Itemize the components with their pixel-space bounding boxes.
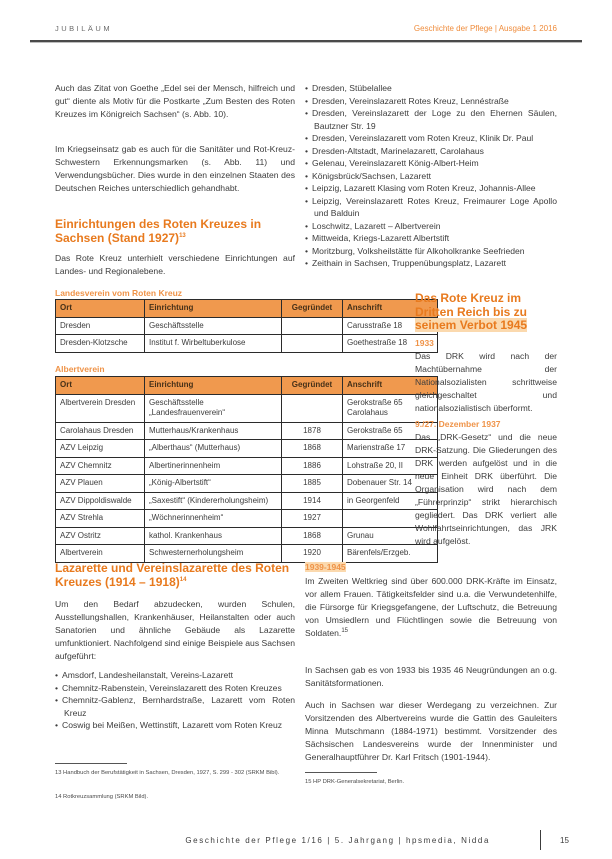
- footer-page-number: 15: [560, 836, 569, 845]
- table-cell: 1920: [282, 545, 343, 563]
- table-cell: 1868: [282, 440, 343, 458]
- list-item: • Mittweida, Kriegs-Lazarett Albertstift: [305, 232, 557, 245]
- table-cell: Institut f. Wirbeltuberkulose: [145, 335, 282, 353]
- table-cell: Schwesternerholungsheim: [145, 545, 282, 563]
- table-cell: 1878: [282, 422, 343, 440]
- subheading-1937: 9./27. Dezember 1937: [415, 419, 501, 429]
- paragraph-goethe: Auch das Zitat von Goethe „Edel sei der Mensch, hilfreich und gut“ diente als Motiv für die Postkarte „Zum Besten des Roten Kreuzes im Königreich Sachsen“ (s. Abb. 10).: [55, 83, 295, 119]
- table-cell: 1868: [282, 527, 343, 545]
- table-cell: Mutterhaus/Krankenhaus: [145, 422, 282, 440]
- list-item: • Dresden-Altstadt, Marinelazarett, Carolahaus: [305, 145, 557, 158]
- heading-verbot-highlight: seinem Verbot 1945: [415, 318, 528, 332]
- table-cell: 1927: [282, 510, 343, 528]
- table-header-row: [56, 300, 438, 318]
- table-row: [56, 317, 438, 335]
- paragraph-weltkrieg: [305, 575, 557, 640]
- table-row: [56, 475, 438, 493]
- paragraph-einrichtungen-intro: Das Rote Kreuz unterhielt verschiedene Einrichtungen auf Landes- und Regionalebene.: [55, 253, 295, 276]
- subheading-1939-1945-text: 1939-1945: [305, 562, 346, 572]
- paragraph-neugruendungen: In Sachsen gab es von 1933 bis 1935 46 Neugründungen an o.g. Sanitätsformationen.: [305, 665, 557, 688]
- table-row: [56, 527, 438, 545]
- list-item: • Leipzig, Vereinslazarett Rotes Kreuz, Freimaurer Loge Apollo und Balduin: [305, 195, 557, 220]
- table-cell: [282, 394, 343, 422]
- column-header: Einrichtung: [145, 377, 282, 395]
- list-item: • Dresden, Vereinslazarett vom Roten Kreuz, Klinik Dr. Paul: [305, 132, 557, 145]
- table-cell: Bärenfels/Erzgeb.: [343, 545, 438, 563]
- footnote-ref-14: 14: [179, 576, 187, 583]
- paragraph-albertverein-vorsitz: Auch in Sachsen war dieser Werdegang zu verzeichnen. Zur Vorsitzenden des Albertvereins wurde die Gattin des Gauleiters Minna Mutschmann (1884-1971) bestimmt. Vorsitzender des Sächsischen Landesvereins wurde der Innenminister und Generalhauptführer Dr. Karl Fritsch (1901-1944).: [305, 700, 557, 762]
- table-row: [56, 422, 438, 440]
- table-cell: Geschäftsstelle „Landesfrauenverein“: [145, 394, 282, 422]
- footer-journal-line: Geschichte der Pflege 1/16 | 5. Jahrgang | hpsmedia, Nidda: [185, 836, 490, 845]
- list-item: • Loschwitz, Lazarett – Albertverein: [305, 220, 557, 233]
- list-item: • Dresden, Stübelallee: [305, 82, 557, 95]
- paragraph-lazarette-intro: Um den Bedarf abzudecken, wurden Schulen, Ausstellungshallen, Krankenhäuser, Heilanstalten oder auch Sanatorien und ähnliche Gebäude als Lazarette umfunktioniert. Nachfolgend sind einige Beispiele aus Sachsen aufgeführt:: [55, 599, 295, 661]
- paragraph-kriegseinsatz: Im Kriegseinsatz gab es auch für die Sanitäter und Rot-Kreuz-Schwestern Erkennungsmarken (s. Abb. 11) und Verwendungsbücher. Dies wurde in den einzelnen Staaten des Deutschen Reiches unterschiedlich gehandhabt.: [55, 144, 295, 193]
- list-item: • Chemnitz-Gablenz, Bernhardstraße, Lazarett vom Roten Kreuz: [55, 694, 295, 719]
- column-header: Ort: [56, 300, 145, 318]
- list-item: • Dresden, Vereinslazarett Rotes Kreuz, Lennéstraße: [305, 95, 557, 108]
- lazarette-left-list: [55, 669, 295, 732]
- heading-drittes-reich: [415, 292, 557, 333]
- list-item: • Amsdorf, Landesheilanstalt, Vereins-Lazarett: [55, 669, 295, 682]
- list-item: • Moritzburg, Volksheilstätte für Alkoholkranke Seefrieden: [305, 245, 557, 258]
- table-cell: Marienstraße 17: [343, 440, 438, 458]
- table-cell: „Wöchnerinnenheim“: [145, 510, 282, 528]
- footnote-rule-left: [55, 763, 127, 764]
- footnote-13: 13 Handbuch der Berufstätigkeit in Sachsen, Dresden, 1927, S. 299 - 302 (SRKM Bibl).: [55, 770, 280, 776]
- table-cell: „König-Albertstift“: [145, 475, 282, 493]
- table-caption-albertverein: Albertverein: [55, 364, 105, 374]
- table-cell: AZV Dippoldiswalde: [56, 492, 145, 510]
- table-cell: in Georgenfeld: [343, 492, 438, 510]
- table-cell: Carolahaus Dresden: [56, 422, 145, 440]
- table-cell: AZV Plauen: [56, 475, 145, 493]
- list-item: • Zeithain in Sachsen, Truppenübungsplatz, Lazarett: [305, 257, 557, 270]
- heading-einrichtungen: [55, 218, 265, 245]
- table-cell: [282, 317, 343, 335]
- table-row: [56, 440, 438, 458]
- table-cell: Geschäftsstelle: [145, 317, 282, 335]
- table-row: [56, 457, 438, 475]
- heading-einrichtungen-text: Einrichtungen des Roten Kreuzes in Sachsen (Stand 1927): [55, 217, 262, 245]
- table-cell: Dresden: [56, 317, 145, 335]
- table-cell: Lohstraße 20, II: [343, 457, 438, 475]
- table-row: [56, 545, 438, 563]
- footnote-ref-13: 13: [179, 232, 186, 239]
- table-cell: kathol. Krankenhaus: [145, 527, 282, 545]
- header-issue-label: Geschichte der Pflege | Ausgabe 1 2016: [413, 24, 557, 33]
- table-cell: AZV Ostritz: [56, 527, 145, 545]
- table-cell: AZV Leipzig: [56, 440, 145, 458]
- column-header: Ort: [56, 377, 145, 395]
- table-landesverein: [55, 299, 438, 353]
- heading-drittes-reich-text: Das Rote Kreuz im Dritten Reich bis zu: [415, 291, 528, 319]
- table-cell: Carusstraße 18: [343, 317, 438, 335]
- table-row: [56, 492, 438, 510]
- table-row: [56, 394, 438, 422]
- table-cell: 1914: [282, 492, 343, 510]
- list-item: • Leipzig, Lazarett Klasing vom Roten Kreuz, Johannis-Allee: [305, 182, 557, 195]
- column-header: Gegründet: [282, 300, 343, 318]
- table-cell: Goethestraße 18: [343, 335, 438, 353]
- table-row: [56, 510, 438, 528]
- table-cell: 1886: [282, 457, 343, 475]
- table-albertverein: [55, 376, 438, 563]
- table-cell: AZV Chemnitz: [56, 457, 145, 475]
- footnote-15: 15 HP DRK-Generalsekretariat, Berlin.: [305, 779, 405, 785]
- list-item: • Dresden, Vereinslazarett der Loge zu den Ehernen Säulen, Bautzner Str. 19: [305, 107, 557, 132]
- table-cell: Albertinerinnenheim: [145, 457, 282, 475]
- subheading-1939-1945: [305, 562, 557, 572]
- table-cell: AZV Strehla: [56, 510, 145, 528]
- table-cell: Albertverein: [56, 545, 145, 563]
- heading-lazarette-text: Lazarette und Vereinslazarette des Roten Kreuzes (1914 – 1918): [55, 561, 290, 589]
- list-item: • Chemnitz-Rabenstein, Vereinslazarett des Roten Kreuzes: [55, 682, 295, 695]
- table-header-row: [56, 377, 438, 395]
- footnote-14: 14 Rotkreuzsammlung (SRKM Bild).: [55, 794, 149, 800]
- column-header: Anschrift: [343, 300, 438, 318]
- footnote-rule-right: [305, 772, 377, 773]
- table-cell: „Alberthaus“ (Mutterhaus): [145, 440, 282, 458]
- footnote-ref-15: 15: [341, 628, 349, 635]
- table-cell: Albertverein Dresden: [56, 394, 145, 422]
- table-cell: [282, 335, 343, 353]
- header-rule: [30, 40, 582, 43]
- table-cell: Dobenauer Str. 14: [343, 475, 438, 493]
- list-item: • Coswig bei Meißen, Wettinstift, Lazarett vom Roten Kreuz: [55, 719, 295, 732]
- paragraph-weltkrieg-text: Im Zweiten Weltkrieg sind über 600.000 DRK-Kräfte im Einsatz, vor allem Frauen. Tätigkeitsfelder sind u.a. die Verwundetenhilfe, die Fürsorge für Kriegsgefangene, der Luftschutz, die Betreuung von Umsiedlern und Flüchtlingen sowie die Betreuung von Soldaten.: [305, 576, 557, 638]
- column-header: Einrichtung: [145, 300, 282, 318]
- table-cell: Gerokstraße 65 Carolahaus: [343, 394, 438, 422]
- list-item: • Gelenau, Vereinslazarett König-Albert-Heim: [305, 157, 557, 170]
- footer-divider: [540, 830, 541, 850]
- column-header: Anschrift: [343, 377, 438, 395]
- table-caption-landesverein: Landesverein vom Roten Kreuz: [55, 288, 183, 298]
- paragraph-1933: Das DRK wird nach der Machtübernahme der Nationalsozialisten schrittweise gleichgeschaltet und nationalsozialistisch überformt.: [415, 351, 557, 413]
- table-cell: Dresden-Klotzsche: [56, 335, 145, 353]
- table-cell: Gerokstraße 65: [343, 422, 438, 440]
- header-section-label: JUBILÄUM: [55, 24, 113, 33]
- list-item: • Königsbrück/Sachsen, Lazarett: [305, 170, 557, 183]
- paragraph-1937: Das „DRK-Gesetz“ und die neue DRK-Satzung. Die Gliederungen des DRK werden aufgelöst und in die neue Einheit DRK überführt. Die Organisation wird nach dem „Führerprinzip“ strikt hierarchisch gegliedert. Das DRK verliert alle Wohlfahrtseinrichtungen, das JRK wird aufgelöst.: [415, 432, 557, 546]
- lazarette-right-list: [305, 82, 557, 270]
- table-cell: „Saxestift“ (Kindererholungsheim): [145, 492, 282, 510]
- subheading-1933: 1933: [415, 338, 434, 348]
- table-cell: Grunau: [343, 527, 438, 545]
- table-row: [56, 335, 438, 353]
- table-cell: 1885: [282, 475, 343, 493]
- column-header: Gegründet: [282, 377, 343, 395]
- heading-lazarette: [55, 562, 295, 589]
